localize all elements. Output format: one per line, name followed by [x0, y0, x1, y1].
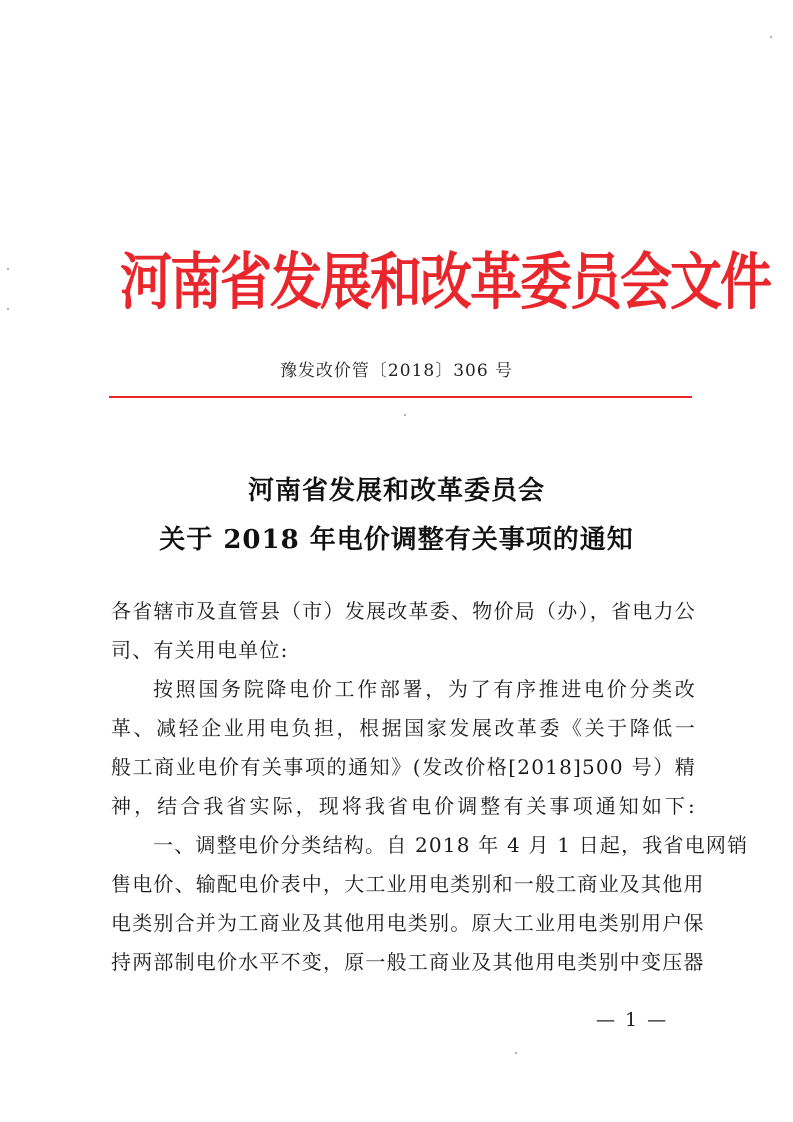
- scan-speck: [404, 414, 406, 416]
- addressee-paragraph: [111, 592, 696, 670]
- scan-speck: [515, 1052, 517, 1054]
- text-line: 电类别合并为工商业及其他用电类别。原大工业用电类别用户保: [111, 911, 705, 935]
- scan-speck: [770, 36, 772, 38]
- scan-speck: [7, 308, 9, 310]
- notice-title-line-1: 河南省发展和改革委员会: [247, 476, 545, 506]
- document-number: 豫发改价管〔2018〕306 号: [279, 361, 514, 381]
- issuer-header-title: 河南省发展和改革委员会文件: [120, 247, 771, 319]
- page-number: — 1 —: [596, 1009, 669, 1031]
- text-line: 一、调整电价分类结构。自 2018 年 4 月 1 日起，我省电网销: [153, 833, 749, 857]
- document-body: [111, 592, 749, 982]
- text-line: 司、有关用电单位:: [111, 638, 289, 662]
- paragraph-item-1: [111, 826, 749, 982]
- scan-speck: [7, 268, 9, 270]
- text-line: 般工商业电价有关事项的通知》(发改价格[2018]500 号）精: [111, 755, 696, 779]
- text-line: 售电价、输配电价表中，大工业用电类别和一般工商业及其他用: [111, 872, 705, 896]
- text-line: 按照国务院降电价工作部署，为了有序推进电价分类改: [153, 677, 696, 701]
- notice-title-line-2: 关于 2018 年电价调整有关事项的通知: [159, 525, 634, 555]
- text-line: 革、减轻企业用电负担，根据国家发展改革委《关于降低一: [111, 716, 696, 740]
- text-line: 持两部制电价水平不变，原一般工商业及其他用电类别中变压器: [111, 950, 705, 974]
- text-line: 各省辖市及直管县（市）发展改革委、物价局（办），省电力公: [111, 599, 696, 623]
- red-separator-line: [109, 396, 692, 398]
- paragraph-intro: [111, 670, 696, 826]
- text-line: 神，结合我省实际，现将我省电价调整有关事项通知如下:: [111, 794, 696, 818]
